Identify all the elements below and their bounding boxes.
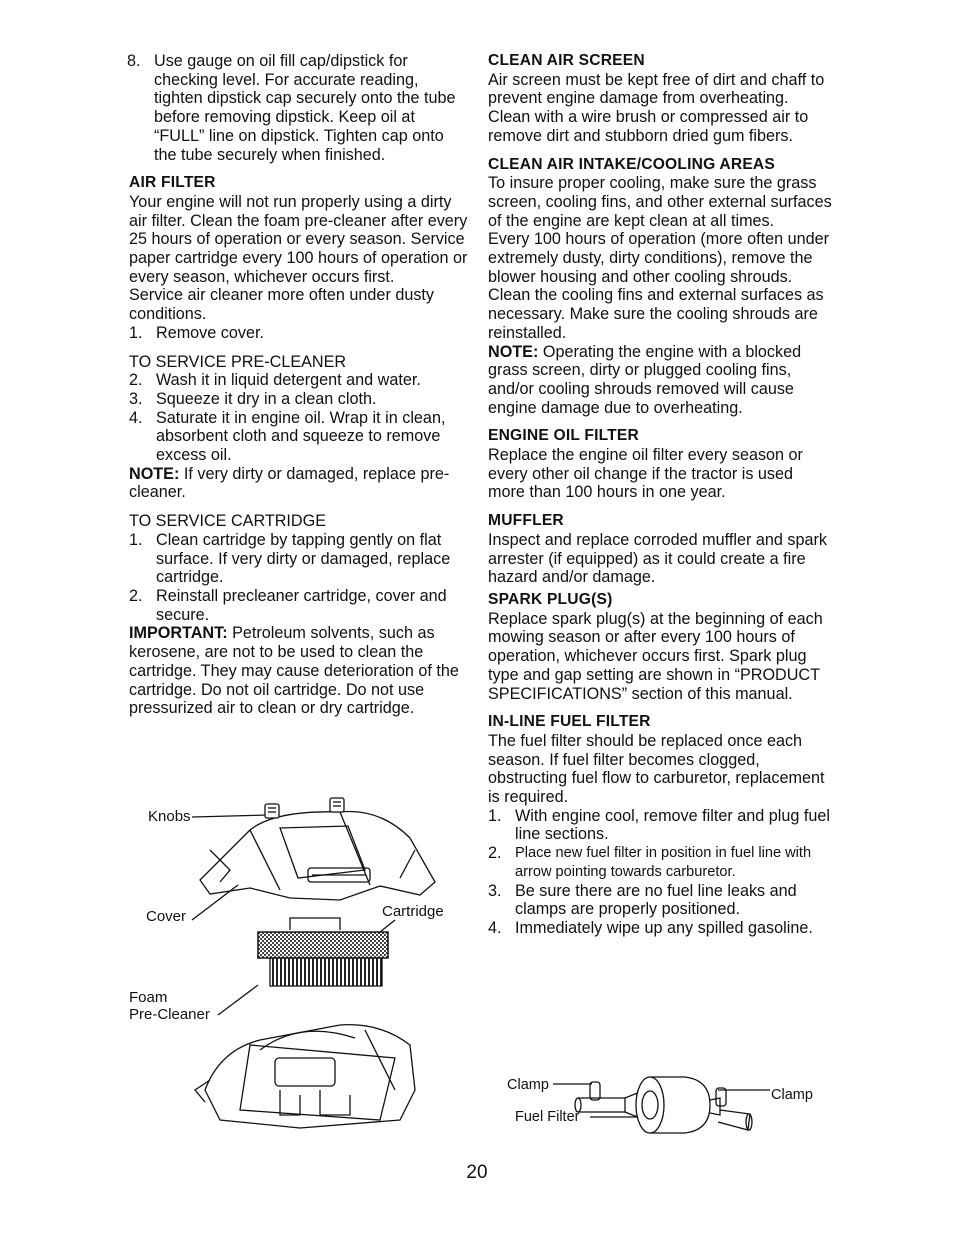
important-text: Petroleum solvents, such as kerosene, are not to be used to clean the cartridge. They may cause deterioration of the cartridge. Do not oil cartridge. Do not use pressurized air to clean or dry cartridge. xyxy=(129,624,459,718)
cartridge-heading: TO SERVICE CARTRIDGE xyxy=(129,512,326,531)
oil-filter-heading: ENGINE OIL FILTER xyxy=(488,427,639,445)
list-item xyxy=(129,587,469,624)
note-label: NOTE: xyxy=(488,342,539,361)
list-number: 8. xyxy=(127,52,141,70)
list-number: 4. xyxy=(129,408,143,427)
list-item xyxy=(127,52,469,164)
list-text: Use gauge on oil fill cap/dipstick for checking level. For accurate reading, tighten dipstick cap securely onto the tube before removing dipstick. Keep oil at “FULL” line on dipstick. Tighten cap onto the tube securely when finished. xyxy=(154,52,456,164)
pre-cleaner-label: Pre-Cleaner xyxy=(129,1006,210,1023)
list-text: Immediately wipe up any spilled gasoline. xyxy=(515,918,813,937)
pre-cleaner-heading: TO SERVICE PRE-CLEANER xyxy=(129,352,347,371)
air-filter-exploded-diagram xyxy=(180,790,450,1135)
intake-heading: CLEAN AIR INTAKE/COOLING AREAS xyxy=(488,155,775,173)
list-number: 1. xyxy=(488,806,502,825)
list-item xyxy=(488,919,833,938)
list-number: 3. xyxy=(129,389,143,408)
intake-paragraph-2: Every 100 hours of operation (more often under extremely dusty, dirty conditions), remove the blower housing and other cooling shrouds. Clean the cooling fins and external surfaces as necessary. Make sure the cooling shrouds are reinstalled. xyxy=(488,230,830,342)
knobs-label: Knobs xyxy=(148,808,191,825)
list-item xyxy=(488,882,833,919)
note-label: NOTE: xyxy=(129,464,180,483)
list-item xyxy=(129,531,469,587)
list-text: Wash it in liquid detergent and water. xyxy=(156,371,421,390)
air-screen-heading: CLEAN AIR SCREEN xyxy=(488,52,645,69)
list-text: Be sure there are no fuel line leaks and clamps are properly positioned. xyxy=(515,881,797,919)
list-number: 2. xyxy=(488,844,502,863)
list-number: 4. xyxy=(488,918,502,937)
cartridge-label: Cartridge xyxy=(382,903,444,920)
list-item xyxy=(488,844,833,881)
list-number: 1. xyxy=(129,323,143,342)
muffler-text: Inspect and replace corroded muffler and spark arrester (if equipped) as it could create a fire hazard and/or damage. xyxy=(488,530,827,587)
list-text: Saturate it in engine oil. Wrap it in clean, absorbent cloth and squeeze to remove excess oil. xyxy=(156,408,446,465)
note-text: Operating the engine with a blocked grass screen, dirty or plugged cooling fins, and/or cooling shrouds removed will cause engine damage due to overheating. xyxy=(488,342,802,417)
clamp-left-label: Clamp xyxy=(507,1077,549,1093)
list-text: Reinstall precleaner cartridge, cover and secure. xyxy=(156,586,447,624)
note-text: If very dirty or damaged, replace pre-cleaner. xyxy=(129,464,450,502)
air-filter-paragraph: Your engine will not run properly using a dirty air filter. Clean the foam pre-cleaner after every 25 hours of operation or every season. Service paper cartridge every 100 hours of operation or every season, whichever occurs first. xyxy=(129,192,468,286)
pre-cleaner-note xyxy=(129,465,469,502)
list-item xyxy=(129,390,469,409)
list-item xyxy=(129,324,469,343)
list-text: Squeeze it dry in a clean cloth. xyxy=(156,389,377,408)
list-text: With engine cool, remove filter and plug fuel line sections. xyxy=(515,806,830,844)
list-number: 3. xyxy=(488,881,502,900)
spark-plug-text: Replace spark plug(s) at the beginning of each mowing season or after every 100 hours of operation, whichever occurs first. Spark plug type and gap setting are shown in “PRODUCT SPECIFICATIONS” section of this manual. xyxy=(488,609,823,703)
list-number: 1. xyxy=(129,530,143,549)
foam-label: Foam xyxy=(129,989,168,1006)
cover-label: Cover xyxy=(146,908,187,925)
fuel-filter-label: Fuel Filter xyxy=(515,1109,580,1125)
air-screen-text: Air screen must be kept free of dirt and chaff to prevent engine damage from overheating. Clean with a wire brush or compressed air to remove dirt and stubborn dried gum fibers. xyxy=(488,70,825,145)
intake-note xyxy=(488,343,833,418)
list-text: Clean cartridge by tapping gently on flat surface. If very dirty or damaged, replace cartridge. xyxy=(156,530,451,587)
list-item xyxy=(129,371,469,390)
fuel-filter-text: The fuel filter should be replaced once each season. If fuel filter becomes clogged, obstructing fuel flow to carburetor, replacement is required. xyxy=(488,731,825,807)
list-number: 2. xyxy=(129,371,143,390)
spark-plug-heading: SPARK PLUG(S) xyxy=(488,590,613,608)
fuel-filter-diagram xyxy=(550,1060,775,1140)
list-number: 2. xyxy=(129,586,143,605)
list-item xyxy=(488,807,833,844)
right-column xyxy=(488,52,833,938)
oil-filter-text: Replace the engine oil filter every season or every other oil change if the tractor is used more than 100 hours in one year. xyxy=(488,446,803,502)
list-text: Place new fuel filter in position in fuel line with arrow pointing towards carburetor. xyxy=(515,845,812,880)
page-number: 20 xyxy=(466,1162,488,1183)
fuel-filter-heading: IN-LINE FUEL FILTER xyxy=(488,713,651,731)
left-column xyxy=(129,52,469,718)
important-label: IMPORTANT: xyxy=(129,624,228,643)
muffler-heading: MUFFLER xyxy=(488,512,564,530)
intake-paragraph: To insure proper cooling, make sure the grass screen, cooling fins, and other external surfaces of the engine are kept clean at all times. xyxy=(488,174,832,230)
important-note xyxy=(129,624,469,718)
air-filter-heading: AIR FILTER xyxy=(129,174,216,192)
clamp-right-label: Clamp xyxy=(771,1087,813,1103)
list-text: Remove cover. xyxy=(156,323,264,342)
list-item xyxy=(129,409,469,465)
air-filter-paragraph-2: Service air cleaner more often under dusty conditions. xyxy=(129,286,435,324)
